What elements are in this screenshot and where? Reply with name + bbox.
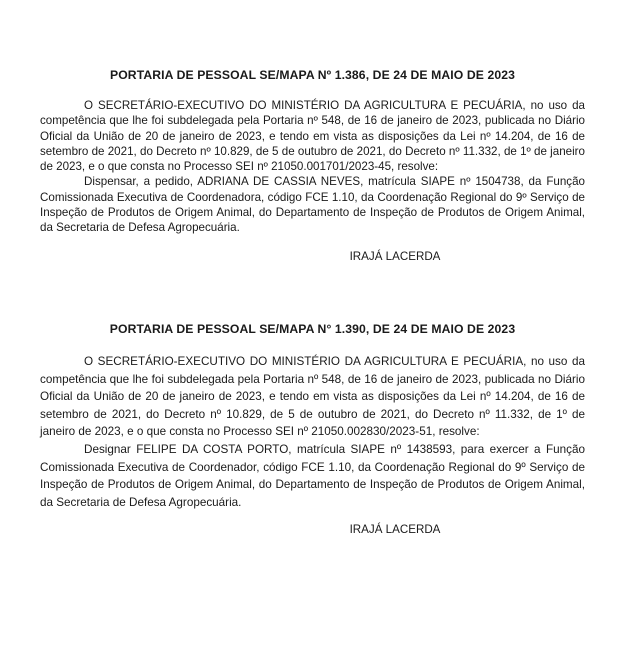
- portaria-1386-body: [40, 98, 585, 236]
- portaria-1390-resolution: [40, 441, 585, 511]
- portaria-1386: [40, 68, 585, 263]
- portaria-1386-preamble-text: O SECRETÁRIO-EXECUTIVO DO MINISTÉRIO DA AGRICULTURA E PECUÁRIA, no uso da competência que lhe foi subdelegada pela Portaria nº 548, de 16 de janeiro de 2023, publicada no Diário Oficial da União de 20 de janeiro de 2023, e tendo em vista as disposições da Lei nº 14.204, de 16 de setembro de 2021, do Decreto nº 10.829, de 5 de outubro de 2021, do Decreto nº 11.332, de 1º de janeiro de 2023, e o que consta no Processo SEI nº 21050.001701/2023-45, resolve:: [40, 99, 585, 174]
- portaria-1390-resolution-text: Designar FELIPE DA COSTA PORTO, matrícula SIAPE nº 1438593, para exercer a Função Comissionada Executiva de Coordenador, código FCE 1.10, da Coordenação Regional do 9º Serviço de Inspeção de Produtos de Origem Animal, do Departamento de Inspeção de Produtos de Origem Animal, da Secretaria de Defesa Agropecuária.: [40, 442, 585, 509]
- portaria-1390-title: PORTARIA DE PESSOAL SE/MAPA N° 1.390, DE 24 DE MAIO DE 2023: [109, 322, 516, 336]
- portaria-1386-resolution-text: Dispensar, a pedido, ADRIANA DE CASSIA NEVES, matrícula SIAPE nº 1504738, da Função Comissionada Executiva de Coordenadora, código FCE 1.10, da Coordenação Regional do 9º Serviço de Inspeção de Produtos de Origem Animal, do Departamento de Inspeção de Produtos de Origem Animal, da Secretaria de Defesa Agropecuária.: [40, 175, 585, 235]
- portaria-1390-preamble-text: O SECRETÁRIO-EXECUTIVO DO MINISTÉRIO DA AGRICULTURA E PECUÁRIA, no uso da competência que lhe foi subdelegada pela Portaria nº 548, de 16 de janeiro de 2023, publicada no Diário Oficial da União de 20 de janeiro de 2023, e tendo em vista as disposições da Lei nº 14.204, de 16 de setembro de 2021, do Decreto nº 10.829, de 5 de outubro de 2021, do Decreto nº 11.332, de 1º de janeiro de 2023, e o que consta no Processo SEI nº 21050.002830/2023-51, resolve:: [40, 355, 585, 439]
- portaria-1386-preamble: [40, 98, 585, 174]
- portaria-1390-preamble: [40, 353, 585, 441]
- portaria-1390: [40, 322, 585, 536]
- portaria-1386-signature: IRAJÁ LACERDA: [349, 249, 441, 263]
- portaria-1390-signature: IRAJÁ LACERDA: [349, 523, 441, 537]
- portaria-1386-resolution: [40, 174, 585, 235]
- portaria-1390-body: [40, 353, 585, 511]
- portaria-1386-title: PORTARIA DE PESSOAL SE/MAPA Nº 1.386, DE 24 DE MAIO DE 2023: [110, 68, 515, 82]
